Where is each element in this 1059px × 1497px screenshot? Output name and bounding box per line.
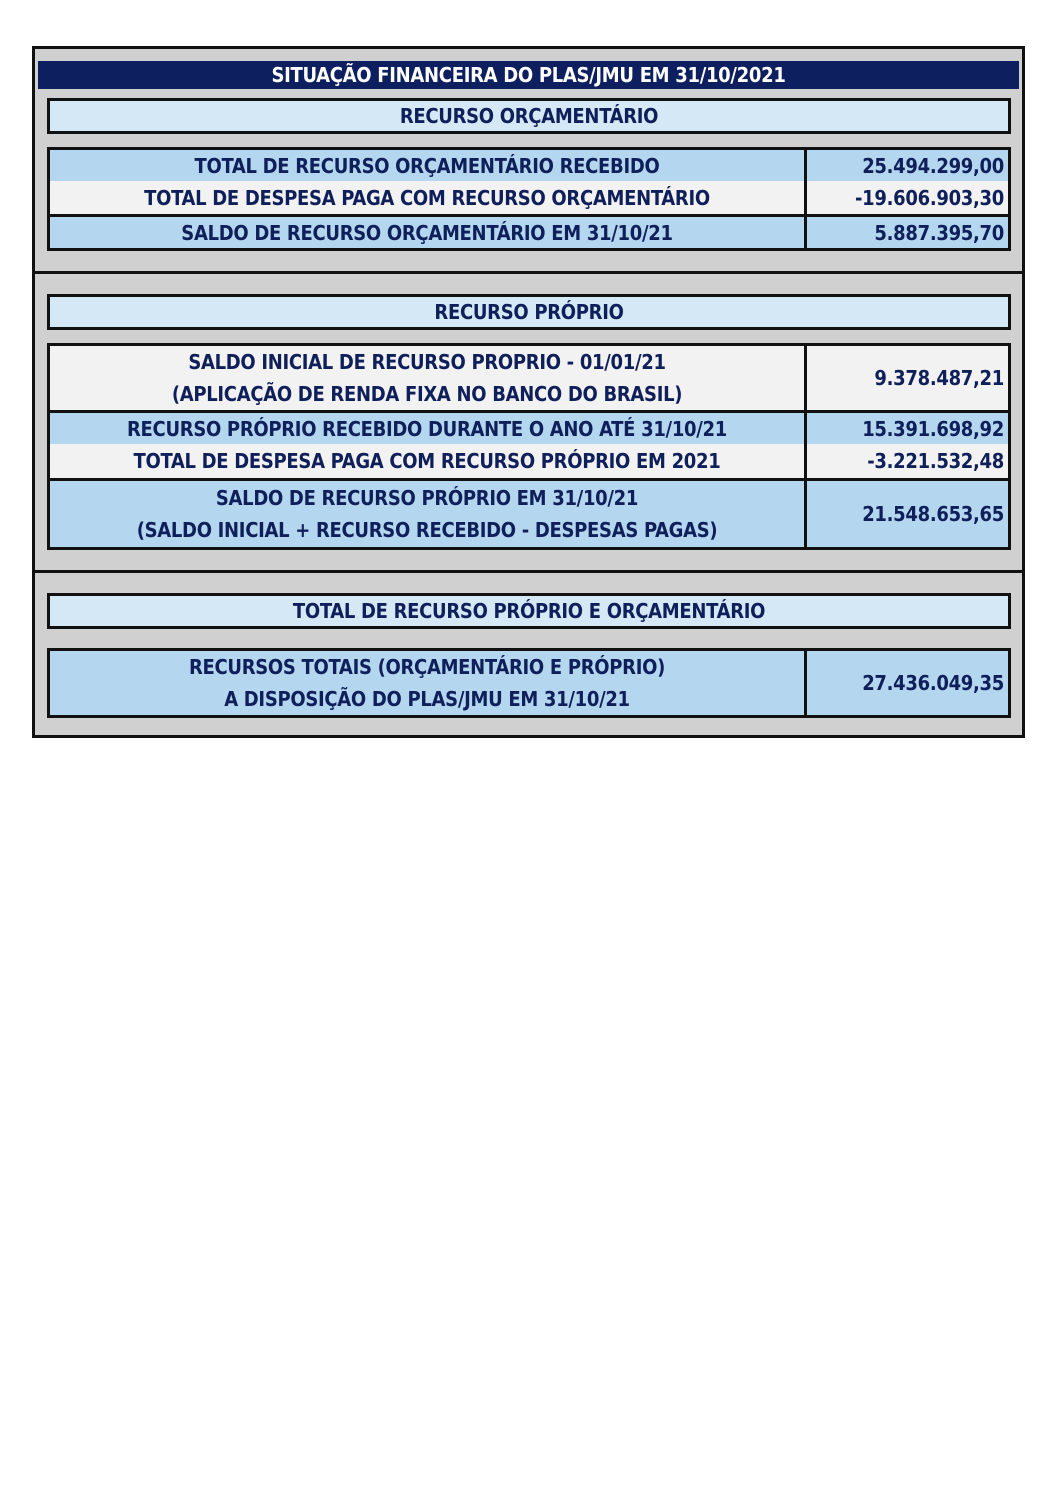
row-value: 15.391.698,92 — [807, 413, 1008, 444]
table-row — [50, 651, 1008, 715]
row-label: RECURSO PRÓPRIO RECEBIDO DURANTE O ANO ATÉ 31/10/21 — [50, 413, 804, 444]
table-row — [50, 150, 1008, 181]
row-value: 5.887.395,70 — [807, 217, 1008, 248]
row-label: SALDO DE RECURSO ORÇAMENTÁRIO EM 31/10/21 — [50, 217, 804, 248]
row-value: -3.221.532,48 — [807, 444, 1008, 478]
section-divider — [35, 271, 1022, 274]
row-value: 27.436.049,35 — [807, 651, 1008, 715]
row-label: TOTAL DE DESPESA PAGA COM RECURSO ORÇAMENTÁRIO — [50, 181, 804, 214]
row-value: 21.548.653,65 — [807, 481, 1008, 547]
row-value: 9.378.487,21 — [807, 346, 1008, 410]
section-heading-proprio: RECURSO PRÓPRIO — [47, 294, 1011, 330]
table-row — [50, 181, 1008, 214]
row-label — [50, 651, 804, 715]
row-label: TOTAL DE RECURSO ORÇAMENTÁRIO RECEBIDO — [50, 150, 804, 181]
table-row — [50, 413, 1008, 444]
table-row — [50, 444, 1008, 478]
report-title: SITUAÇÃO FINANCEIRA DO PLAS/JMU EM 31/10/2021 — [38, 61, 1019, 89]
section-heading-total: TOTAL DE RECURSO PRÓPRIO E ORÇAMENTÁRIO — [47, 593, 1011, 629]
financial-report — [32, 46, 1025, 738]
row-value: 25.494.299,00 — [807, 150, 1008, 181]
row-value: -19.606.903,30 — [807, 181, 1008, 214]
row-label-line2: (APLICAÇÃO DE RENDA FIXA NO BANCO DO BRASIL) — [171, 382, 683, 406]
table-orcamentario — [47, 147, 1011, 251]
row-label: TOTAL DE DESPESA PAGA COM RECURSO PRÓPRIO EM 2021 — [50, 444, 804, 478]
table-row — [50, 346, 1008, 410]
section-divider — [35, 570, 1022, 573]
table-row — [50, 481, 1008, 547]
row-label-line1: RECURSOS TOTAIS (ORÇAMENTÁRIO E PRÓPRIO) — [188, 655, 666, 679]
row-label-line1: SALDO DE RECURSO PRÓPRIO EM 31/10/21 — [215, 486, 639, 510]
row-label-line2: (SALDO INICIAL + RECURSO RECEBIDO - DESPESAS PAGAS) — [136, 518, 718, 542]
row-label-line1: SALDO INICIAL DE RECURSO PROPRIO - 01/01/21 — [188, 350, 666, 374]
table-total — [47, 648, 1011, 718]
row-label-line2: A DISPOSIÇÃO DO PLAS/JMU EM 31/10/21 — [224, 687, 630, 711]
table-proprio — [47, 343, 1011, 550]
section-heading-orcamentario: RECURSO ORÇAMENTÁRIO — [47, 98, 1011, 134]
row-label — [50, 346, 804, 410]
table-row — [50, 217, 1008, 248]
row-label — [50, 481, 804, 547]
